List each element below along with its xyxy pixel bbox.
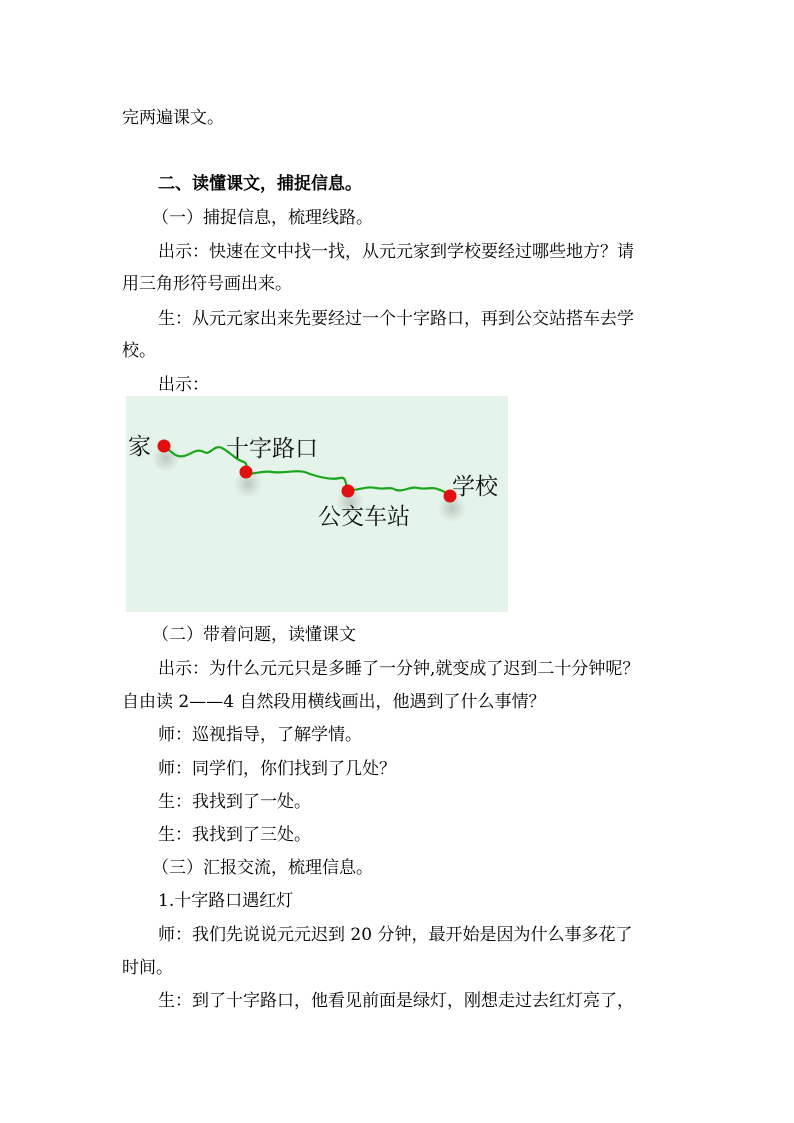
stop-marker-crossroad [240,466,253,479]
subsection-heading-3: （三）汇报交流，梳理信息。 [152,858,373,878]
text-line-15: 生：我找到了三处。 [158,825,311,845]
text-line-20: 生：到了十字路口，他看见前面是绿灯，刚想走过去红灯亮了， [158,991,634,1011]
text-line-8: 出示： [158,375,209,395]
text-line-5: 用三角形符号画出来。 [122,274,292,294]
stop-marker-bus [342,485,355,498]
stop-label-home: 家 [128,434,151,460]
text-line-7: 校。 [122,341,156,361]
text-line-1: 完两遍课文。 [122,108,224,128]
stop-label-crossroad: 十字路口 [226,436,318,462]
text-line-10: 出示：为什么元元只是多睡了一分钟,就变成了迟到二十分钟呢？ [158,659,640,679]
text-line-12: 师：巡视指导，了解学情。 [158,725,362,745]
route-map [126,396,508,612]
subsection-heading-2: （二）带着问题，读懂课文 [152,625,356,645]
subsection-heading-1: （一）捕捉信息，梳理线路。 [152,208,373,228]
text-line-14: 生：我找到了一处。 [158,792,311,812]
text-line-6: 生：从元元家出来先要经过一个十字路口，再到公交站搭车去学 [158,309,634,329]
text-line-11: 自由读 2——4 自然段用横线画出，他遇到了什么事情？ [122,692,546,712]
text-line-13: 师：同学们，你们找到了几处？ [158,759,396,779]
text-line-17: 1.十字路口遇红灯 [158,891,294,911]
stop-label-school: 学校 [452,474,498,500]
section-heading: 二、读懂课文，捕捉信息。 [158,174,362,194]
route-map-figure [126,396,508,612]
stop-marker-home [158,440,171,453]
text-line-19: 时间。 [122,958,173,978]
text-line-4: 出示：快速在文中找一找，从元元家到学校要经过哪些地方？请 [158,242,634,262]
stop-label-bus: 公交车站 [318,504,410,530]
text-line-18: 师：我们先说说元元迟到 20 分钟，最开始是因为什么事多花了 [158,925,633,945]
